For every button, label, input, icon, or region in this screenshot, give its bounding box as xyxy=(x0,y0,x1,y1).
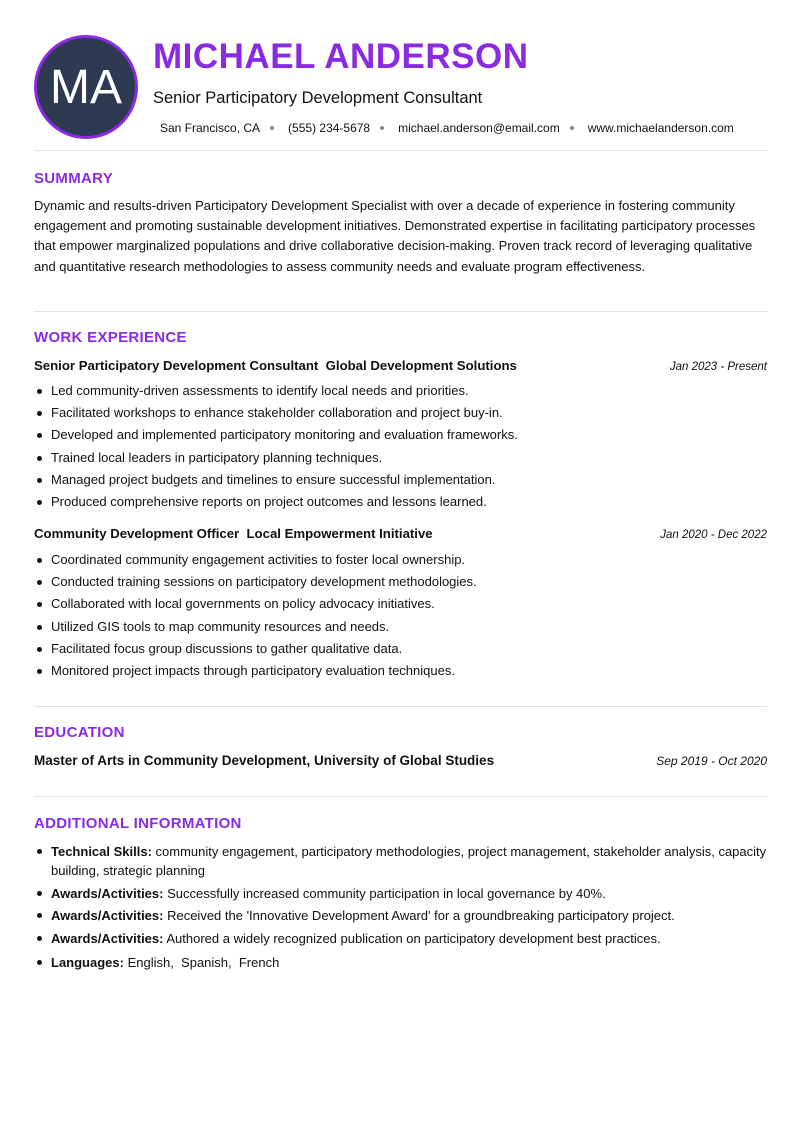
divider xyxy=(34,796,767,797)
list-item: Led community-driven assessments to identify local needs and priorities. xyxy=(34,380,769,402)
candidate-name: MICHAEL ANDERSON xyxy=(153,37,529,76)
avatar-initials: MA xyxy=(50,60,122,114)
item-text: Received the 'Innovative Development Award' for a groundbreaking participatory project. xyxy=(163,908,675,923)
list-item xyxy=(34,929,769,948)
list-item: Facilitated focus group discussions to gather qualitative data. xyxy=(34,638,769,660)
job-dates: Jan 2023 - Present xyxy=(669,361,767,373)
contact-location: San Francisco, CA xyxy=(160,121,261,135)
contact-phone: (555) 234-5678 xyxy=(288,121,371,135)
job-header xyxy=(34,526,767,541)
item-label: Technical Skills: xyxy=(51,844,152,859)
list-item: Monitored project impacts through participatory evaluation techniques. xyxy=(34,660,769,682)
education-degree: Master of Arts in Community Development, University of Global Studies xyxy=(34,753,495,768)
contact-email[interactable]: michael.anderson@email.com xyxy=(398,121,560,135)
contact-website[interactable]: www.michaelanderson.com xyxy=(587,121,734,135)
item-label: Languages: xyxy=(51,954,124,970)
list-item: Collaborated with local governments on policy advocacy initiatives. xyxy=(34,593,769,615)
item-label: Awards/Activities: xyxy=(51,885,164,901)
avatar xyxy=(34,35,138,139)
list-item xyxy=(34,953,769,972)
list-item: Conducted training sessions on participatory development methodologies. xyxy=(34,571,769,593)
list-item xyxy=(34,842,769,880)
separator-dot-icon xyxy=(570,126,574,130)
separator-dot-icon xyxy=(270,126,274,130)
job-dates: Jan 2020 - Dec 2022 xyxy=(660,529,767,541)
contact-row xyxy=(160,121,734,135)
divider xyxy=(34,706,767,707)
list-item: Trained local leaders in participatory planning techniques. xyxy=(34,447,769,469)
job-role-company: Senior Participatory Development Consultant Global Development Solutions xyxy=(34,358,517,373)
item-label: Awards/Activities: xyxy=(51,908,164,923)
list-item: Produced comprehensive reports on project outcomes and lessons learned. xyxy=(34,491,769,513)
education-dates: Sep 2019 - Oct 2020 xyxy=(656,754,767,768)
summary-text: Dynamic and results-driven Participatory Development Specialist with over a decade of experience in fostering community engagement and promoting sustainable development initiatives. Demonstrated expertise in facilitating participatory processes that empower marginalized populations and drive collaborative decision-making. Proven track record of leveraging qualitative and quantitative research methodologies to assess community needs and evaluate program effectiveness. xyxy=(34,198,756,274)
item-text: Successfully increased community participation in local governance by 40%. xyxy=(163,885,606,901)
list-item xyxy=(34,884,769,903)
item-text: community engagement, participatory methodologies, project management, stakeholder analysis, capacity building, strategic planning xyxy=(51,844,767,878)
section-title-additional: ADDITIONAL INFORMATION xyxy=(34,815,242,832)
item-text: English, Spanish, French xyxy=(123,954,280,970)
list-item: Developed and implemented participatory monitoring and evaluation frameworks. xyxy=(34,424,769,446)
job-title: Senior Participatory Development Consultant xyxy=(153,89,483,107)
divider xyxy=(34,311,767,312)
section-title-education: EDUCATION xyxy=(34,724,125,741)
separator-dot-icon xyxy=(380,126,384,130)
section-title-summary: SUMMARY xyxy=(34,170,114,187)
list-item: Facilitated workshops to enhance stakeholder collaboration and project buy-in. xyxy=(34,402,769,424)
additional-info-list xyxy=(34,842,769,975)
job-bullets xyxy=(34,380,769,513)
education-entry xyxy=(34,753,767,768)
list-item xyxy=(34,906,769,925)
item-label: Awards/Activities: xyxy=(51,930,164,946)
divider xyxy=(34,150,767,151)
list-item: Utilized GIS tools to map community resources and needs. xyxy=(34,616,769,638)
section-title-experience: WORK EXPERIENCE xyxy=(34,329,187,346)
job-header xyxy=(34,358,767,373)
list-item: Coordinated community engagement activities to foster local ownership. xyxy=(34,549,769,571)
item-text: Authored a widely recognized publication on participatory development best practices. xyxy=(163,930,661,946)
job-role-company: Community Development Officer Local Empowerment Initiative xyxy=(34,526,433,541)
list-item: Managed project budgets and timelines to ensure successful implementation. xyxy=(34,469,769,491)
job-bullets xyxy=(34,549,769,682)
